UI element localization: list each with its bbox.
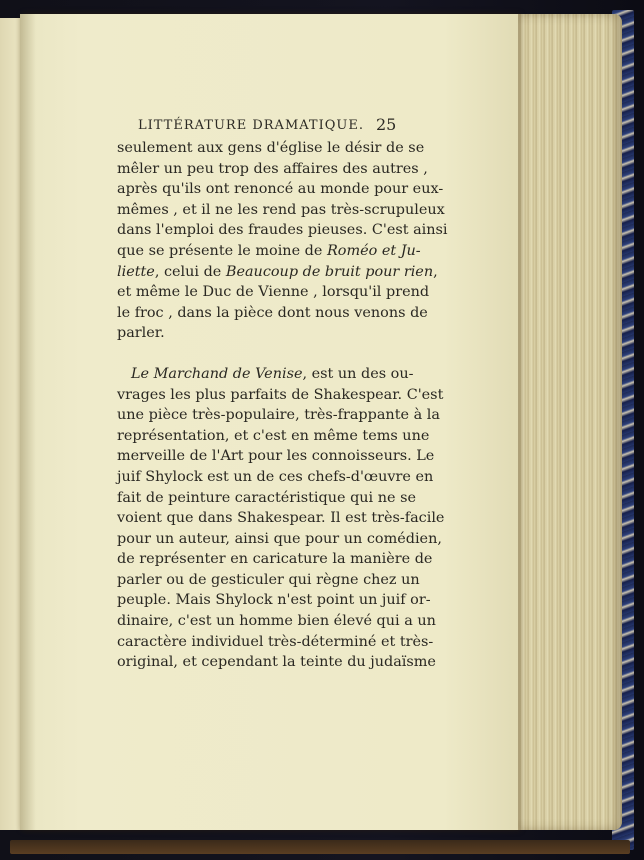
text-line [117,529,442,550]
text-line [117,385,444,406]
paragraph [117,138,448,344]
text-line [117,282,430,303]
text-line [117,632,434,653]
text-line [117,200,445,221]
paragraph-gap [117,344,398,364]
text-span: mêmes , et il ne les rend pas très-scrupuleux [117,201,445,218]
text-line [117,467,434,488]
text-span: de représenter en caricature la manière de [117,551,433,568]
text-span: que se présente le moine de [117,242,327,259]
text-line [117,549,433,570]
text-span: pour un auteur, ainsi que pour un comédien, [117,530,442,547]
text-line [117,611,436,632]
text-span: parler ou de gesticuler qui règne chez un [117,571,420,588]
text-line [117,426,430,447]
text-span: le froc , dans la pièce dont nous venons de [117,304,428,321]
italic-span: Le Marchand de Venise [131,365,303,382]
text-line [117,446,435,467]
page-stack-edge [506,14,622,830]
text-span: représentation, et c'est en même tems une [117,427,430,444]
text-span: fait de peinture caractéristique qui ne se [117,489,416,506]
text-span: mêler un peu trop des affaires des autres , [117,160,428,177]
gutter-shadow [20,14,36,830]
text-line [117,364,414,385]
text-span: merveille de l'Art pour les connoisseurs. Le [117,448,435,465]
text-line [117,262,438,283]
text-line [117,570,420,591]
text-line [117,179,444,200]
text-line [117,303,428,324]
paragraph [117,364,445,673]
text-span: une pièce très-populaire, très-frappante à la [117,407,440,424]
text-span: , [433,263,438,280]
running-head: LITTÉRATURE DRAMATIQUE. [138,118,364,133]
text-span: juif Shylock est un de ces chefs-d'œuvre en [117,468,434,485]
text-span: seulement aux gens d'église le désir de se [117,140,425,156]
italic-span: liette [117,263,155,280]
text-span: après qu'ils ont renoncé au monde pour eux- [117,181,444,198]
cover-bottom-edge [10,840,630,854]
text-line [117,241,421,262]
text-span: caractère individuel très-déterminé et très- [117,633,434,650]
text-line [117,590,431,611]
text-line [117,323,398,344]
text-span: , celui de [154,263,226,280]
text-line [117,220,448,241]
text-line [117,138,425,159]
text-span: parler. [117,325,165,342]
italic-span: Roméo et Ju- [326,242,421,259]
text-span: vrages les plus parfaits de Shakespear. C'est [117,386,444,403]
body-text [117,138,448,673]
text-line [117,652,436,673]
italic-span: Beaucoup de bruit pour rien [225,263,434,280]
text-line [117,488,416,509]
text-span: original, et cependant la teinte du judaïsme [117,654,436,671]
text-span: et même le Duc de Vienne , lorsqu'il prend [117,284,430,301]
page-number: 25 [376,115,397,134]
text-line [117,508,445,529]
text-line [117,405,440,426]
text-span: dans l'emploi des fraudes pieuses. C'est ainsi [117,222,448,239]
text-span: , est un des ou- [302,365,414,382]
text-line [117,159,428,180]
text-span: peuple. Mais Shylock n'est point un juif or- [117,592,431,609]
text-span: dinaire, c'est un homme bien élevé qui a un [117,613,436,630]
text-span: voient que dans Shakespear. Il est très-facile [117,510,445,527]
